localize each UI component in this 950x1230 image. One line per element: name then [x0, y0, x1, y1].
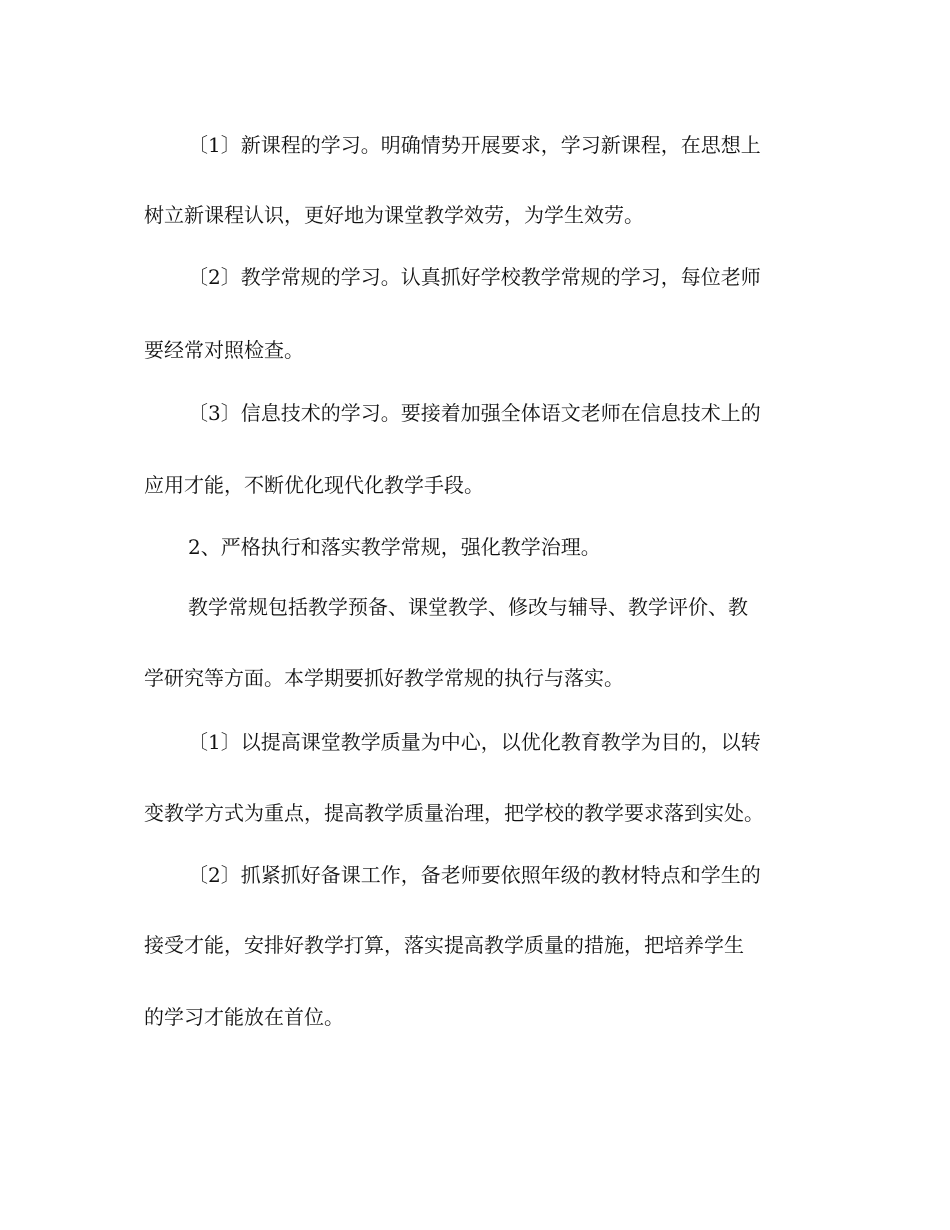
paragraph-line: 接受才能，安排好教学打算，落实提高教学质量的措施，把培养学生 [144, 933, 744, 957]
paragraph-line: 〔3〕信息技术的学习。要接着加强全体语文老师在信息技术上的 [188, 401, 761, 425]
paragraph-line: 的学习才能放在首位。 [144, 1005, 344, 1029]
paragraph-line: 〔1〕新课程的学习。明确情势开展要求，学习新课程，在思想上 [188, 133, 761, 157]
paragraph-line: 学研究等方面。本学期要抓好教学常规的执行与落实。 [144, 666, 624, 690]
paragraph-line: 〔2〕抓紧抓好备课工作，备老师要依照年级的教材特点和学生的 [188, 863, 761, 887]
section-heading: 2、严格执行和落实教学常规，强化教学治理。 [188, 535, 601, 559]
paragraph-line: 要经常对照检查。 [144, 338, 304, 362]
paragraph-line: 教学常规包括教学预备、课堂教学、修改与辅导、教学评价、教 [188, 595, 748, 619]
paragraph-line: 〔2〕教学常规的学习。认真抓好学校教学常规的学习，每位老师 [188, 265, 761, 289]
paragraph-line: 树立新课程认识，更好地为课堂教学效劳，为学生效劳。 [144, 203, 644, 227]
paragraph-line: 应用才能，不断优化现代化教学手段。 [144, 473, 484, 497]
paragraph-line: 变教学方式为重点，提高教学质量治理，把学校的教学要求落到实处。 [144, 801, 764, 825]
paragraph-line: 〔1〕以提高课堂教学质量为中心，以优化教育教学为目的，以转 [188, 730, 761, 754]
